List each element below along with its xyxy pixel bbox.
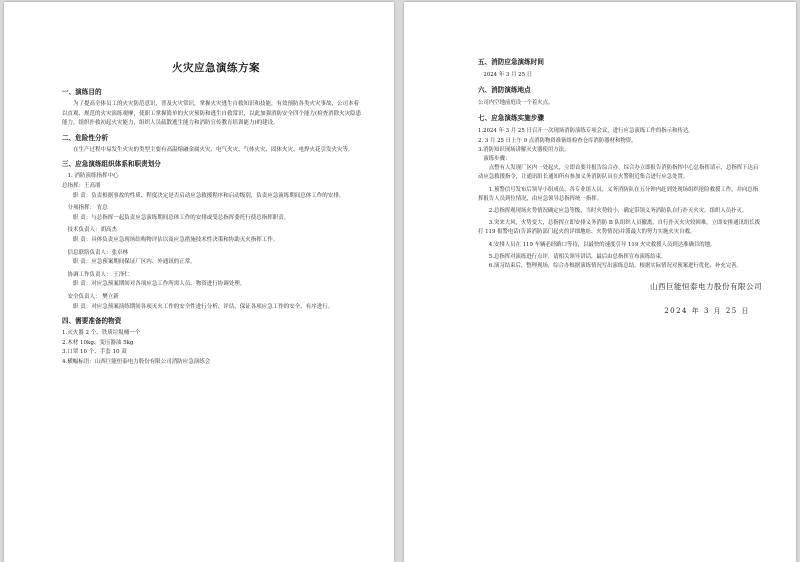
- safety-line: 安全负责人： 樊立新: [67, 293, 119, 300]
- step-3: 3.消防知识现场讲解灭火器使用方法。: [478, 146, 570, 153]
- material-item: 4.横幅标语：山西巨能恒泰电力股份有限公司消防应急演练会: [62, 358, 211, 365]
- document-title: 火灾应急演练方案: [172, 62, 260, 74]
- commander-line: 总指挥：王高朋: [62, 182, 101, 189]
- deputy-duty: 职 责：与总指挥一起负责应急演练期间总体工作的安排或受总指挥委托行使总指挥职责。: [73, 214, 290, 221]
- section-4-heading: 四、需要准备的物资: [62, 317, 122, 326]
- coord-duty: 职 责：对应急预案期间对各项应急工作所需人员、物资进行协调处理。: [73, 281, 246, 288]
- liaison-line: 信息联络负责人：张卓林: [67, 249, 129, 256]
- commander-duty: 职 责：负责根据事故的性质、程度决定是否启动应急救援程序和启动级别，负责应急演练期间总体工作的安排。: [73, 192, 345, 199]
- procedure-2: 2.总指挥观现场火势情况确定应急等级，当时火势较小，确定带领义务消防队自行扑灭火灾，组织人员扑灭。: [488, 208, 748, 215]
- section-2-heading: 二、危险性分析: [62, 133, 109, 142]
- procedure-6: 6.演习结束后，整理现场，综合办根据演练情况写出演练总结，根据实际情况对预案进行优化、补充完善。: [488, 263, 742, 270]
- liaison-duty: 职 责：应急预案期间保证厂区内、外通讯的正常。: [73, 259, 196, 266]
- material-item: 2.木材 10kg、变压器油 5kg: [62, 339, 134, 346]
- section-3-subheading: 1. 消防演练指挥中心: [67, 173, 119, 180]
- material-item: 1.灭火器 2 个、铁质垃圾桶一个: [62, 330, 141, 337]
- step-2: 2. 3 月 25 日上午 9 点消防物资准备组检查仓库消防器材和物资。: [478, 137, 637, 144]
- procedure-1: 1.预警信号发布后领导小组成员、各专业组人员、义务消防队在五分钟内赶到处现场组织抢险救援工作，并向总指挥报告人员到位情况，由应急领导总指挥统一指挥。: [478, 186, 759, 202]
- procedure-5: 5.总指挥对演练进行点评，请相关领导讲话，最后由总指挥宣布演练结束。: [488, 253, 667, 260]
- material-item: 3.口罩 10 个、手套 10 双: [62, 349, 127, 356]
- step-1: 1.2024 年 3 月 25 日召开一次现场消防演练专项会议，进行应急演练工作的指示和传达。: [478, 128, 694, 135]
- coord-line: 协调工作负责人： 王泽仁: [67, 271, 130, 278]
- deputy-line: 分项指挥： 宵总: [67, 205, 108, 212]
- drill-description: 点整有人发现厂区内一处起火，立即首要并报告综合办，综合办立即报告消防指挥中心总指挥请示，总指挥下达启动应急救援指令，让通讯组长通知所有参加义务消防队员在火警附近集合进行应急处置。: [478, 165, 759, 181]
- drill-location: 公司内空地前庭设一个着火点。: [478, 100, 554, 107]
- section-1-heading: 一、演练目的: [62, 88, 102, 96]
- section-5-heading: 五、消防应急演练时间: [478, 58, 544, 66]
- drill-date: 2024 年 3 月 25 日: [483, 72, 533, 78]
- procedure-4: 4.安排人员在 119 车辆必经路口等待，以最快的速度引导 119 火灾救援人员到达准确目的地。: [488, 241, 716, 248]
- section-2-body: 在生产过程中易发生火灾的类型主要有高温熔融金属火灾、电气火灾、气体火灾、固体火灾、电焊火花引发火灾等。: [73, 146, 354, 153]
- company-signature: 山西巨能恒泰电力股份有限公司: [650, 282, 762, 292]
- section-1-body: 为了提高全体员工的火灾防范意识，普及火灾常识，掌握火灾逃生自救知识和技能，有效预防各类火灾事故，公司本着以直观、规范的火灾演练观摩，使职工掌握简单的火灾预防和逃生自救常识，以此加强消防安全四个能力(检查消除火灾隐患能力，组织扑救初起火灾能力，组织人员疏散逃生能力和消防宣传教育培训能力)的建设。: [62, 101, 362, 127]
- drill-steps-label: 演练步骤：: [483, 156, 511, 163]
- section-6-heading: 六、消防演练地点: [478, 86, 531, 95]
- section-7-heading: 七、应急演练实施步骤: [478, 114, 544, 123]
- safety-duty: 职 责：对应急预案演练期间各项灭火工作的安全性进行分析、评估，保证各项应急工作的安全、有序进行。: [73, 303, 334, 310]
- document-page-right: [404, 2, 796, 562]
- procedure-3: 3.突来大风，火势变大，总指挥立即安排义务消防 B 队组织人员撤离，自行扑灭火灾较困难，立即安排通讯组长拨打 119 报警电话(告诉消防部门起火的详细地址、火势情况)并派最大的努力实施火灾自救。: [478, 220, 761, 236]
- tech-line: 技术负责人：胡高杰: [67, 227, 118, 234]
- tech-duty: 职 责：具体负责应急现场结构物评估以及应急措施技术性决策和协助灭火指挥工作。: [73, 236, 279, 243]
- signature-date: 2024 年 3 月 25 日: [664, 307, 750, 316]
- document-page-left: [4, 2, 394, 562]
- section-3-heading: 三、应急演练组织体系和职责划分: [62, 160, 161, 169]
